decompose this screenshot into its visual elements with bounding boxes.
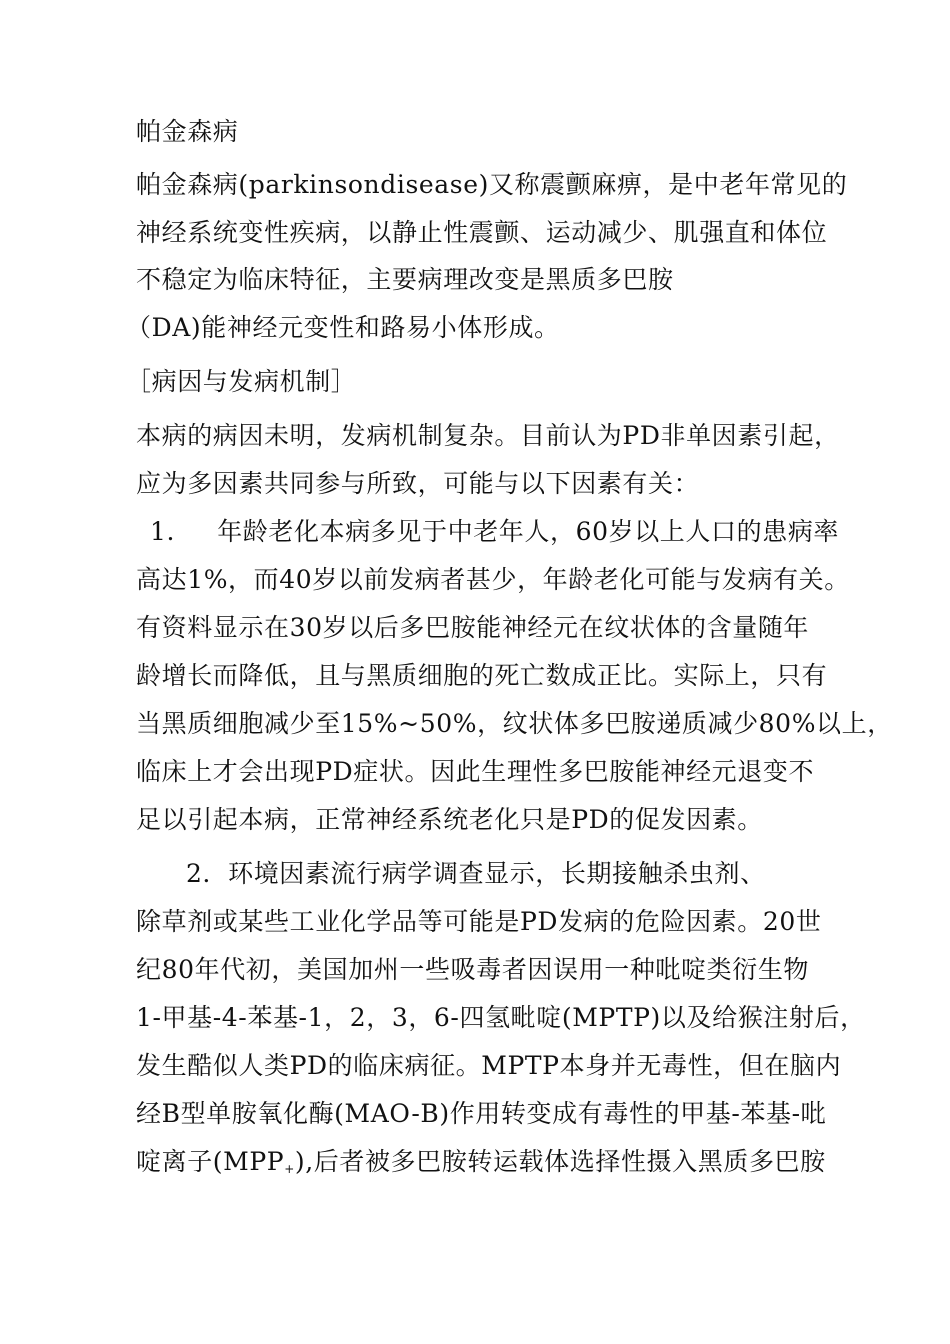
section-heading: ［病因与发病机制］ [126, 367, 357, 396]
list-item-2: 2．环境因素流行病学调查显示，长期接触杀虫剂、 [186, 859, 766, 888]
paragraph-line: 临床上才会出现PD症状。因此生理性多巴胺能神经元退变不 [136, 757, 815, 786]
list-item-1: 1. 年龄老化本病多见于中老年人，60岁以上人口的患病率 [150, 517, 840, 546]
paragraph-line: 应为多因素共同参与所致，可能与以下因素有关： [136, 469, 700, 498]
document-title: 帕金森病 [136, 117, 239, 146]
paragraph-line: 当黑质细胞减少至15%~50%，纹状体多巴胺递质减少80%以上， [136, 709, 893, 738]
paragraph-line: 经B型单胺氧化酶(MAO-B)作用转变成有毒性的甲基-苯基-吡 [136, 1099, 827, 1128]
subscript-plus: + [284, 1162, 295, 1176]
paragraph-line: 纪80年代初，美国加州一些吸毒者因误用一种吡啶类衍生物 [136, 955, 810, 984]
paragraph-line: 1-甲基-4-苯基-1，2，3，6-四氢毗啶(MPTP)以及给猴注射后， [136, 1003, 866, 1032]
paragraph-line: 龄增长而降低，且与黑质细胞的死亡数成正比。实际上，只有 [136, 661, 828, 690]
paragraph-line: 本病的病因未明，发病机制复杂。目前认为PD非单因素引起， [136, 421, 840, 450]
paragraph-line: 有资料显示在30岁以后多巴胺能神经元在纹状体的含量随年 [136, 613, 810, 642]
text-segment: ),后者被多巴胺转运载体选择性摄入黑质多巴胺 [294, 1147, 826, 1176]
paragraph-line [136, 1147, 826, 1184]
paragraph-line: （DA)能神经元变性和路易小体形成。 [126, 313, 560, 342]
paragraph-line: 神经系统变性疾病，以静止性震颤、运动减少、肌强直和体位 [136, 218, 828, 247]
paragraph-line: 帕金森病(parkinsondisease)又称震颤麻痹，是中老年常见的 [136, 170, 848, 199]
paragraph-line: 足以引起本病，正常神经系统老化只是PD的促发因素。 [136, 805, 763, 834]
text-segment: 啶离子(MPP [136, 1147, 285, 1176]
paragraph-line: 不稳定为临床特征，主要病理改变是黑质多巴胺 [136, 265, 674, 294]
paragraph-line: 除草剂或某些工业化学品等可能是PD发病的危险因素。20世 [136, 907, 822, 936]
paragraph-line: 高达1%，而40岁以前发病者甚少，年龄老化可能与发病有关。 [136, 565, 850, 594]
paragraph-line: 发生酷似人类PD的临床病征。MPTP本身并无毒性，但在脑内 [136, 1051, 842, 1080]
